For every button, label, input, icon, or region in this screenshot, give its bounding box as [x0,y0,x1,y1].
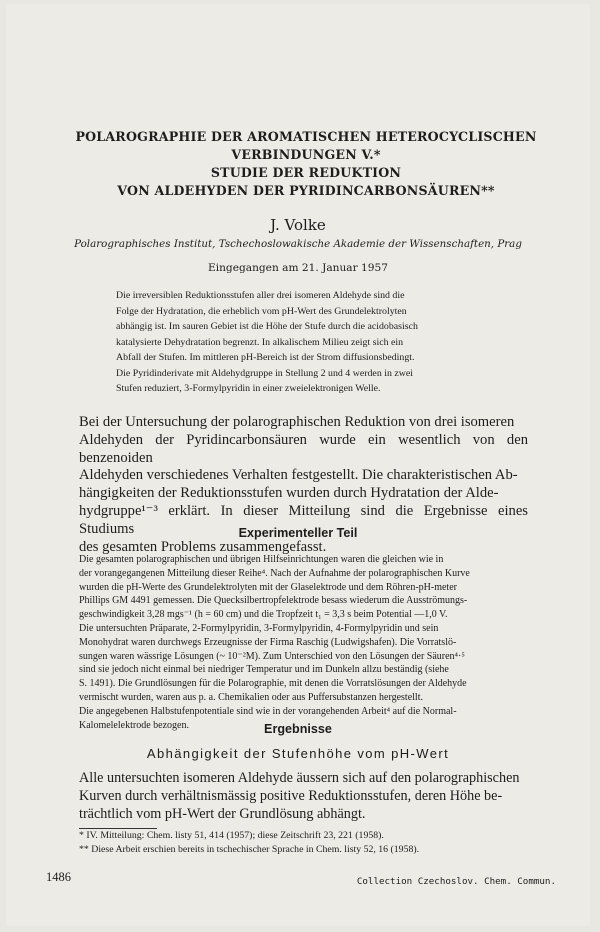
abstract-line: Die irreversiblen Reduktionsstufen aller drei isomeren Aldehyde sind die [116,290,405,301]
results-line: Alle untersuchten isomeren Aldehyde äussern sich auf den polarographischen [79,770,520,786]
experimental-line: wurden die pH-Werte des Grundelektrolyten mit der Glaselektrode und dem Röhren-pH-meter [79,581,457,593]
intro-line: hydgruppe¹⁻³ erklärt. In dieser Mitteilung sind die Ergebnisse eines Studiums [79,502,528,537]
intro-line: hängigkeiten der Reduktionsstufen wurden durch Hydratation der Alde- [79,485,499,502]
footnotes [79,829,528,857]
section-heading-experimental: Experimenteller Teil [238,526,358,540]
experimental-line: Phillips GM 4491 gemessen. Die Quecksilbertropfelektrode besass wiederum die Ausströmungs- [79,595,468,607]
experimental-line: geschwindigkeit 3,28 mgs⁻¹ (h = 60 cm) und die Tropfzeit t₁ = 3,3 s beim Potential —1,0 V. [79,609,448,621]
footnote: * IV. Mitteilung: Chem. listy 51, 414 (1957); diese Zeitschrift 23, 221 (1958). [79,830,384,841]
results-paragraph [79,770,528,823]
intro-line: Aldehyden der Pyridincarbonsäuren wurde ein wesentlich von den benzenoiden [79,431,528,466]
abstract-line: Abfall der Stufen. Im mittleren pH-Bereich ist der Strom diffusionsbedingt. [116,352,415,363]
results-line: Kurven durch verhältnismässig positive Reduktionsstufen, deren Höhe be- [79,787,503,804]
experimental-line: vermischt wurden, waren aus p. a. Chemikalien oder aus Puffersubstanzen hergestellt. [79,691,423,703]
experimental-line: sind sie jedoch nicht einmal bei niedriger Temperatur und im Dunkeln allzu beständig (siehe [79,664,449,676]
title-line: STUDIE DER REDUKTION [210,165,402,180]
intro-line: Bei der Untersuchung der polarographischen Reduktion von drei isomeren [79,414,515,430]
abstract-line: katalysierte Dehydratation begrenzt. In alkalischem Milieu zeigt sich ein [116,336,404,348]
subsection-heading: Abhängigkeit der Stufenhöhe vom pH-Wert [146,746,450,761]
intro-line: des gesamten Problems zusammengefasst. [79,538,327,555]
author-name: J. Volke [270,216,326,234]
affiliation: Polarographisches Institut, Tschechoslowakische Akademie der Wissenschaften, Prag [74,238,522,250]
page-number: 1486 [46,870,71,884]
experimental-line: Kalomelelektrode bezogen. [79,719,189,731]
title-line: POLAROGRAPHIE DER AROMATISCHEN HETEROCYCLISCHEN [75,129,537,144]
intro-line: Aldehyden verschiedenes Verhalten festgestellt. Die charakteristischen Ab- [79,467,518,484]
experimental-line: Die untersuchten Präparate, 2-Formylpyridin, 3-Formylpyridin, 4-Formylpyridin und sein [79,622,439,634]
experimental-line: Die angegebenen Halbstufenpotentiale sind wie in der vorangehenden Arbeit⁴ auf die Normal- [79,705,457,717]
footnote: ** Diese Arbeit erschien bereits in tschechischer Sprache in Chem. listy 52, 16 (1958). [79,844,420,855]
experimental-line: sungen waren wässrige Lösungen (~ 10⁻²M). Zum Unterschied von den Lösungen der Säuren⁴·⁵ [79,650,465,662]
paper-page [6,4,590,926]
abstract-line: abhängig ist. Im sauren Gebiet ist die Höhe der Stufe durch die acidobasisch [116,321,418,332]
section-heading-results: Ergebnisse [264,722,332,736]
results-line: trächtlich vom pH-Wert der Grundlösung abhängt. [79,805,366,822]
experimental-line: Die gesamten polarographischen und übrigen Hilfseinrichtungen waren die gleichen wie in [79,554,444,565]
paper-title [66,128,546,200]
experimental-line: S. 1491). Die Grundlösungen für die Polarographie, mit denen die Vorratslösungen der Aldehyde [79,678,467,690]
journal-name: Collection Czechoslov. Chem. Commun. [356,876,556,887]
experimental-section [79,553,528,732]
abstract-line: Stufen reduziert, 3-Formylpyridin in einer zweielektronigen Welle. [116,383,381,394]
abstract-line: Die Pyridinderivate mit Aldehydgruppe in Stellung 2 und 4 werden in zwei [116,367,414,379]
experimental-line: der vorangegangenen Mitteilung dieser Reihe⁴. Nach der Aufnahme der polarographischen Kurve [79,567,470,579]
abstract-line: Folge der Hydratation, die erheblich vom pH-Wert des Grundelektrolyten [116,305,407,317]
abstract [116,288,492,397]
title-line: VERBINDUNGEN V.* [231,147,381,162]
received-date: Eingegangen am 21. Januar 1957 [207,262,389,274]
title-line: VON ALDEHYDEN DER PYRIDINCARBONSÄUREN** [117,183,495,198]
experimental-line: Monohydrat waren durchwegs Erzeugnisse der Firma Raschig (Ludwigshafen). Die Vorratslö- [79,636,457,648]
